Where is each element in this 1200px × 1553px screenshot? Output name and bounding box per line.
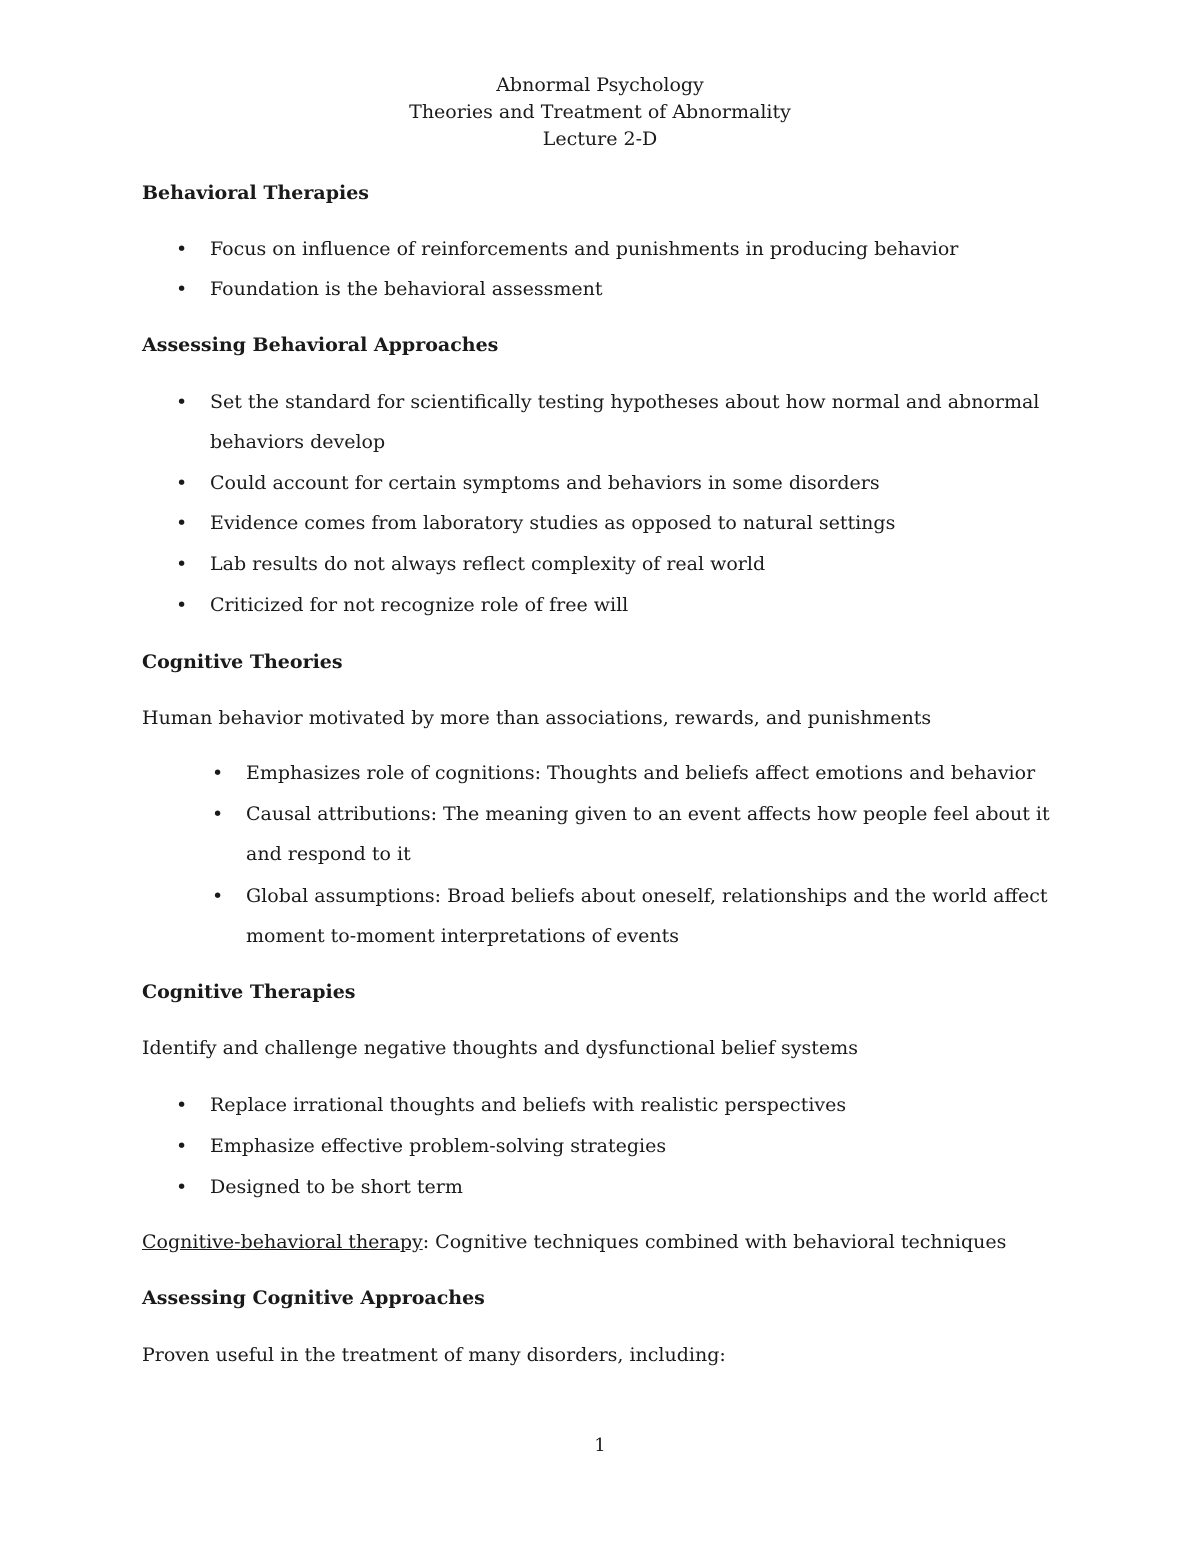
cbt-definition: : Cognitive techniques combined with behavioral techniques (422, 1231, 1007, 1253)
list-item-text: Causal attributions: The meaning given to an event affects how people feel about it (246, 803, 1050, 825)
list-item-text: Criticized for not recognize role of free will (210, 594, 629, 616)
bullet-icon: • (176, 512, 188, 534)
page-number: 1 (594, 1435, 606, 1456)
heading-cognitive-therapies: Cognitive Therapies (142, 981, 356, 1003)
cbt-term: Cognitive-behavioral therapy (142, 1231, 423, 1253)
document-course-title: Abnormal Psychology (496, 74, 704, 96)
document-lecture-label: Lecture 2-D (542, 128, 658, 150)
bullet-icon: • (176, 1176, 188, 1198)
bullet-icon: • (176, 1135, 188, 1157)
bullet-icon: • (176, 391, 188, 413)
bullet-icon: • (212, 803, 224, 825)
heading-assessing-cognitive: Assessing Cognitive Approaches (142, 1287, 485, 1309)
bullet-icon: • (212, 885, 224, 907)
cbt-definition-paragraph (142, 1229, 1006, 1255)
list-item-text-continued: and respond to it (246, 843, 411, 865)
list-item-text: Set the standard for scientifically testing hypotheses about how normal and abnormal (210, 391, 1040, 413)
list-item-text: Emphasize effective problem-solving strategies (210, 1135, 667, 1157)
list-item-text: Replace irrational thoughts and beliefs with realistic perspectives (210, 1094, 847, 1116)
list-item-text: Foundation is the behavioral assessment (210, 278, 603, 300)
list-item-text: Focus on influence of reinforcements and punishments in producing behavior (210, 238, 959, 260)
list-item-text-continued: behaviors develop (210, 431, 386, 453)
cognitive-theories-intro: Human behavior motivated by more than associations, rewards, and punishments (142, 707, 932, 729)
assessing-cognitive-intro: Proven useful in the treatment of many disorders, including: (142, 1344, 726, 1366)
list-item-text: Could account for certain symptoms and behaviors in some disorders (210, 472, 880, 494)
bullet-icon: • (176, 553, 188, 575)
heading-assessing-behavioral: Assessing Behavioral Approaches (142, 334, 499, 356)
bullet-icon: • (176, 472, 188, 494)
document-subtitle: Theories and Treatment of Abnormality (409, 101, 791, 123)
heading-behavioral-therapies: Behavioral Therapies (142, 182, 370, 204)
bullet-icon: • (212, 762, 224, 784)
bullet-icon: • (176, 594, 188, 616)
bullet-icon: • (176, 238, 188, 260)
list-item-text: Evidence comes from laboratory studies as opposed to natural settings (210, 512, 896, 534)
cognitive-therapies-intro: Identify and challenge negative thoughts and dysfunctional belief systems (142, 1037, 858, 1059)
bullet-icon: • (176, 1094, 188, 1116)
bullet-icon: • (176, 278, 188, 300)
list-item-text: Global assumptions: Broad beliefs about oneself, relationships and the world affect (246, 885, 1048, 907)
list-item-text: Emphasizes role of cognitions: Thoughts and beliefs affect emotions and behavior (246, 762, 1036, 784)
list-item-text: Designed to be short term (210, 1176, 463, 1198)
list-item-text: Lab results do not always reflect complexity of real world (210, 553, 766, 575)
heading-cognitive-theories: Cognitive Theories (142, 651, 343, 673)
list-item-text-continued: moment to-moment interpretations of events (246, 925, 680, 947)
